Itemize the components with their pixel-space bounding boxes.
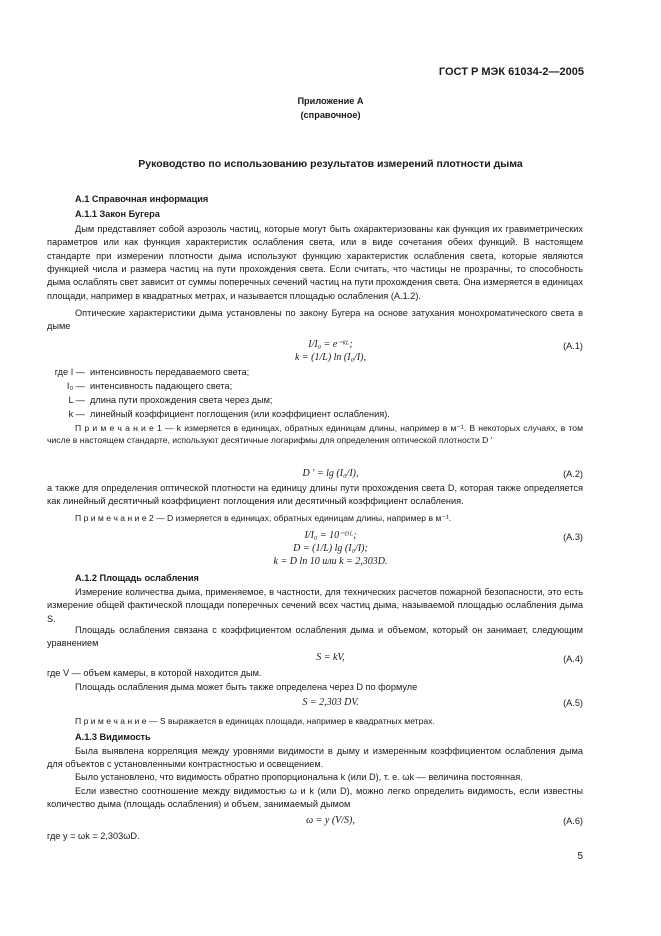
equation-a3-number: (А.3): [563, 532, 583, 542]
equation-a1-number: (А.1): [563, 341, 583, 351]
paragraph-via-d: Площадь ослабления дыма может быть также определена через D по формуле: [75, 682, 418, 692]
section-a13: А.1.3 Видимость: [75, 732, 151, 742]
paragraph-optical-characteristics: Оптические характеристики дыма установлены по закону Бугера на основе затухания монохроматического света в дыме: [47, 308, 583, 332]
equation-a1-line1: I/I₀ = e⁻ᵏᴸ;: [308, 339, 353, 350]
note-2: П р и м е ч а н и е 2 — D измеряется в единицах, обратных единицам длины, например в м⁻¹.: [75, 513, 452, 523]
standard-header: ГОСТ Р МЭК 61034-2—2005: [438, 66, 584, 78]
section-a11: А.1.1 Закон Бугера: [75, 209, 160, 219]
page-title: Руководство по использованию результатов измерений плотности дыма: [138, 158, 523, 170]
paragraph-where-v: где V — объем камеры, в которой находится дым.: [47, 668, 262, 678]
section-a1: А.1 Справочная информация: [75, 194, 209, 204]
note-1: П р и м е ч а н и е 1 — k измеряется в единицах, обратных единицам длины, например в м⁻¹. В некоторых случаях, в том числе в настоящем стандарте, используют десятичные логарифмы для определения оптической плотности D ′: [47, 423, 583, 446]
definition-text: длина пути прохождения света через дым;: [90, 395, 273, 405]
definition-symbol: k —: [68, 409, 85, 419]
equation-a2-number: (А.2): [563, 469, 583, 479]
paragraph-visibility-proportional: Было установлено, что видимость обратно пропорциональна k (или D), т. е. ωk — величина постоянная.: [75, 772, 523, 782]
paragraph-smoke-quantity: Измерение количества дыма, применяемое, в частности, для технических расчетов пожарной безопасности, это есть измерение общей фактической площади поперечных сечений всех частиц дыма, называемой площадью ослабления дыма S.: [47, 587, 583, 624]
equation-a2: D ′ = lg (I₀/I),: [302, 468, 359, 479]
definition-text: линейный коэффициент поглощения (или коэффициент ослабления).: [90, 409, 390, 419]
paragraph-visibility-correlation: Была выявлена корреляция между уровнями видимости в дыму и измеренным коэффициентом ослабления дыма для объектов с установленными контрастностью и освещением.: [47, 746, 583, 770]
paragraph-obscuration-area: Площадь ослабления связана с коэффициентом ослабления дыма и объемом, который он занимает, следующим уравнением: [47, 625, 583, 649]
equation-a3-line1: I/I₀ = 10⁻ᴰᴸ;: [304, 530, 357, 541]
equation-a3-line2: D = (1/L) lg (I₀/I);: [293, 543, 368, 554]
section-a12: А.1.2 Площадь ослабления: [75, 573, 199, 583]
equation-a1-line2: k = (1/L) ln (I₀/I),: [294, 352, 367, 363]
equation-a6-number: (А.6): [563, 816, 583, 826]
definition-text: интенсивность падающего света;: [90, 381, 233, 391]
definition-symbol: I₀ —: [66, 381, 85, 391]
equation-a3-line3: k = D ln 10 или k = 2,303D.: [273, 556, 388, 567]
appendix-label: Приложение А: [297, 96, 364, 106]
paragraph-smoke-definition: Дым представляет собой аэрозоль частиц, которые могут быть охарактеризованы как функция их гравиметрических параметров или как функция характеристик ослабления света, или в виде сочетания обеих функций. В настоящем стандарте при измерении плотности дыма используют функцию характеристик ослабления света, которые являются функцией числа и размера частиц на пути прохождения света. Если считать, что частицы не прозрачны, то способность дыма ослаблять свет зависит от суммы поперечных сечений частиц на пути прохождения света. Она измеряется в единицах площади, например в квадратных метрах, и называется площадью ослабления (А.1.2).: [47, 224, 583, 301]
equation-a4: S = kV,: [316, 652, 345, 663]
definition-symbol: где I —: [54, 367, 85, 377]
page-number: 5: [577, 851, 583, 862]
definition-symbol: L —: [68, 395, 85, 405]
paragraph-visibility-determination: Если известно соотношение между видимостью ω и k (или D), можно легко определить видимость, если известны количество дыма (площадь ослабления) и объем, занимаемый дымом: [47, 786, 583, 810]
equation-a4-number: (А.4): [563, 654, 583, 664]
paragraph-where-y: где y = ωk = 2,303ωD.: [47, 831, 140, 841]
appendix-type: (справочное): [300, 110, 361, 120]
equation-a6: ω = y (V/S),: [306, 815, 355, 826]
definition-text: интенсивность передаваемого света;: [90, 367, 250, 377]
equation-a5: S = 2,303 DV.: [302, 697, 359, 708]
note-3: П р и м е ч а н и е — S выражается в единицах площади, например в квадратных метрах.: [75, 716, 435, 726]
paragraph-optical-density: а также для определения оптической плотности на единицу длины пути прохождения света D, которая также определяется как линейный десятичный коэффициент поглощения или десятичный коэффициент ослабления.: [47, 483, 583, 507]
equation-a5-number: (А.5): [563, 698, 583, 708]
